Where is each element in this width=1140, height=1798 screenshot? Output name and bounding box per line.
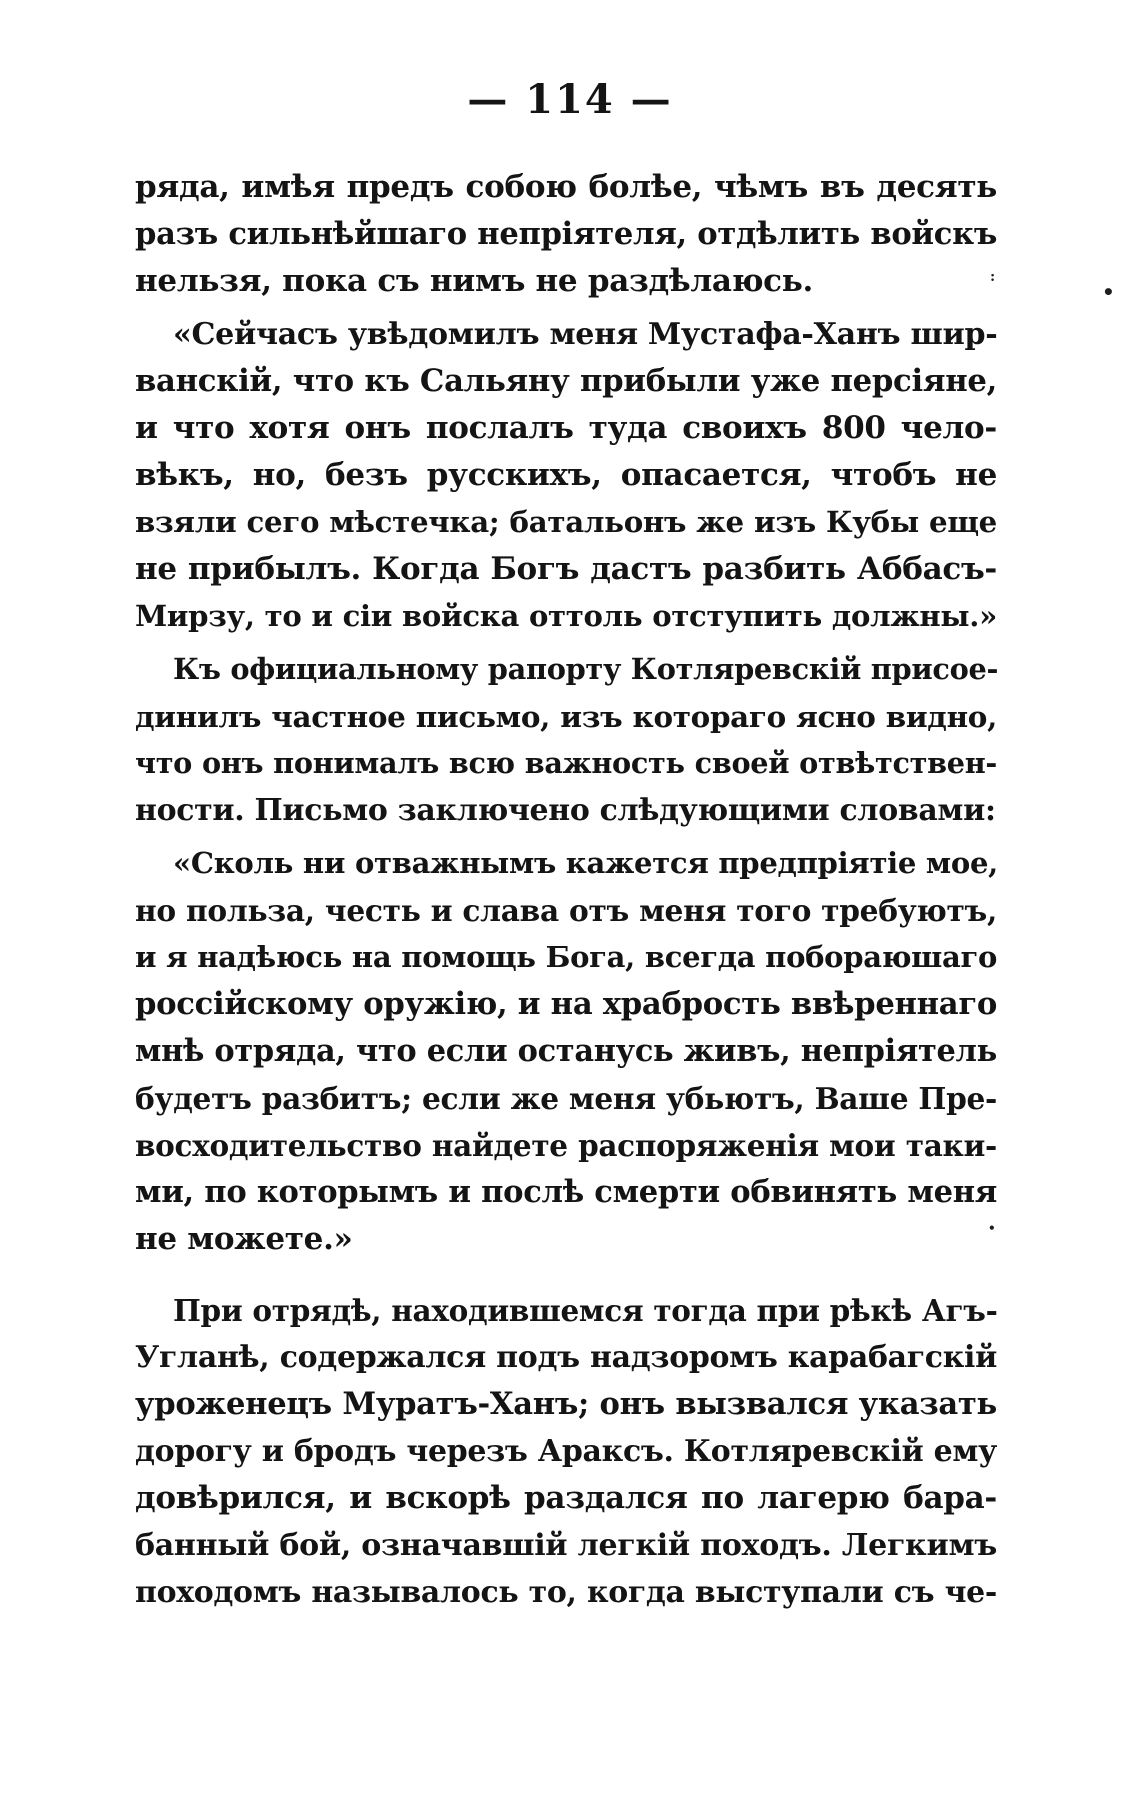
paragraph-2 [135, 311, 997, 640]
text-line: Угланѣ, содержался подъ надзоромъ карабагскій [135, 1340, 997, 1375]
scan-speck: : [990, 269, 996, 285]
text-line: разъ сильнѣйшаго непріятеля, отдѣлить войскъ [135, 216, 997, 252]
text-line: не можете.» [135, 1221, 353, 1257]
text-line: и что хотя онъ послалъ туда своихъ 800 чело- [135, 410, 997, 446]
text-line: нельзя, пока съ нимъ не раздѣлаюсь. [135, 263, 813, 299]
text-line: «Сколь ни отважнымъ кажется предпріятіе мое, [173, 846, 998, 880]
text-line: ванскій, что къ Сальяну прибыли уже персіяне, [135, 363, 997, 399]
text-line: При отрядѣ, находившемся тогда при рѣкѣ Агъ- [173, 1293, 998, 1328]
text-line: довѣрился, и вскорѣ раздался по лагерю бара- [135, 1480, 997, 1516]
text-line: и я надѣюсь на помощь Бога, всегда побораюшаго [135, 940, 997, 974]
scan-speck: • [1102, 280, 1115, 304]
text-line: мнѣ отряда, что если останусь живъ, непріятель [135, 1033, 997, 1069]
text-line: банный бой, означавшій легкій походъ. Легкимъ [135, 1528, 997, 1563]
text-line: но польза, честь и слава отъ меня того требуютъ, [135, 893, 997, 928]
paragraph-4 [135, 840, 997, 1263]
text-line: Мирзу, то и сіи войска оттоль отступить должны.» [135, 599, 997, 633]
text-line: «Сейчасъ увѣдомилъ меня Мустафа-Ханъ шир- [173, 317, 998, 352]
text-line: динилъ частное письмо, изъ котораго ясно видно, [135, 699, 997, 734]
paragraph-1 [135, 164, 997, 305]
text-line: походомъ называлось то, когда выступали съ че- [135, 1575, 997, 1610]
text-line: ми, по которымъ и послѣ смерти обвинять меня [135, 1174, 997, 1210]
scan-speck: • [988, 1221, 996, 1235]
text-line: россійскому оружію, и на храбрость ввѣреннаго [135, 986, 997, 1022]
text-line: ряда, имѣя предъ собою болѣе, чѣмъ въ десять [135, 169, 997, 205]
text-line: уроженецъ Муратъ-Ханъ; онъ вызвался указать [135, 1386, 997, 1422]
text-line: восходительство найдете распоряженія мои таки- [135, 1128, 997, 1163]
text-line: ности. Письмо заключено слѣдующими словами: [135, 793, 996, 828]
text-line: взяли сего мѣстечка; батальонъ же изъ Кубы еще [135, 505, 997, 539]
body-text [135, 164, 997, 1616]
text-line: что онъ понималъ всю важность своей отвѣтствен- [135, 746, 997, 780]
text-line: вѣкъ, но, безъ русскихъ, опасается, чтобъ не [135, 457, 997, 493]
text-line: дорогу и бродъ черезъ Араксъ. Котляревскій ему [135, 1434, 997, 1469]
paragraph-5 [135, 1287, 997, 1616]
text-line: не прибылъ. Когда Богъ дастъ разбить Аббасъ- [135, 551, 997, 587]
text-line: будетъ разбитъ; если же меня убьютъ, Ваше Пре- [135, 1081, 997, 1116]
text-line: Къ официальному рапорту Котляревскій присое- [173, 652, 999, 686]
paragraph-3 [135, 646, 997, 834]
page-number: — 114 — [467, 76, 673, 123]
